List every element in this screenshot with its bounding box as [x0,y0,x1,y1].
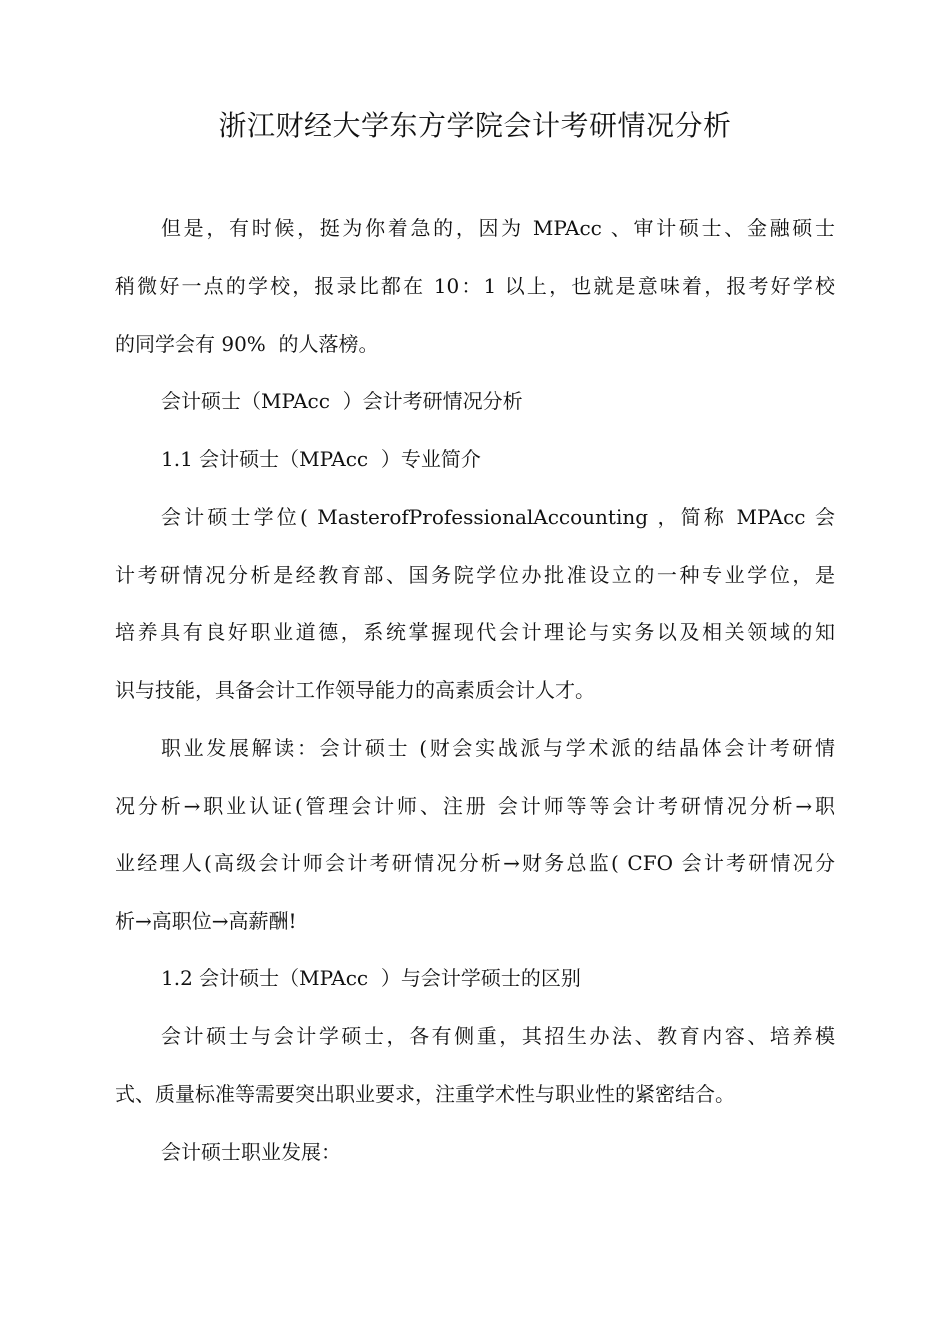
paragraph-2-line-3: 培养具有良好职业道德，系统掌握现代会计理论与实务以及相关领域的知 [115,620,835,644]
paragraph-1-line-2: 稍微好一点的学校，报录比都在 10：1 以上，也就是意味着，报考好学校 [115,274,835,298]
paragraph-1-line-1: 但是，有时候，挺为你着急的，因为 MPAcc 、审计硕士、金融硕士 [161,216,835,240]
paragraph-3-line-2: 况分析→职业认证(管理会计师、注册 会计师等等会计考研情况分析→职 [115,794,835,818]
career-development-heading: 会计硕士职业发展： [161,1140,341,1164]
section-heading-1-1: 1.1 会计硕士（MPAcc ）专业简介 [161,447,481,471]
paragraph-1-line-3: 的同学会有 90% 的人落榜。 [115,332,379,356]
paragraph-4-line-1: 会计硕士与会计学硕士，各有侧重，其招生办法、教育内容、培养模 [161,1024,835,1048]
paragraph-2-line-2: 计考研情况分析是经教育部、国务院学位办批准设立的一种专业学位，是 [115,563,835,587]
section-heading-1-2: 1.2 会计硕士（MPAcc ）与会计学硕士的区别 [161,966,581,990]
paragraph-2-line-1: 会计硕士学位( MasterofProfessionalAccounting ，简称 MPAcc 会 [161,505,835,529]
paragraph-3-line-3: 业经理人(高级会计师会计考研情况分析→财务总监( CFO 会计考研情况分 [115,851,835,875]
paragraph-3-line-1: 职业发展解读：会计硕士 (财会实战派与学术派的结晶体会计考研情 [161,736,835,760]
document-title: 浙江财经大学东方学院会计考研情况分析 [218,109,732,142]
section-heading-mpacc: 会计硕士（MPAcc ）会计考研情况分析 [161,389,523,413]
paragraph-2-line-4: 识与技能，具备会计工作领导能力的高素质会计人才。 [115,678,595,702]
paragraph-3-line-4: 析→高职位→高薪酬! [115,909,297,933]
paragraph-4-line-2: 式、质量标准等需要突出职业要求，注重学术性与职业性的紧密结合。 [115,1082,735,1106]
